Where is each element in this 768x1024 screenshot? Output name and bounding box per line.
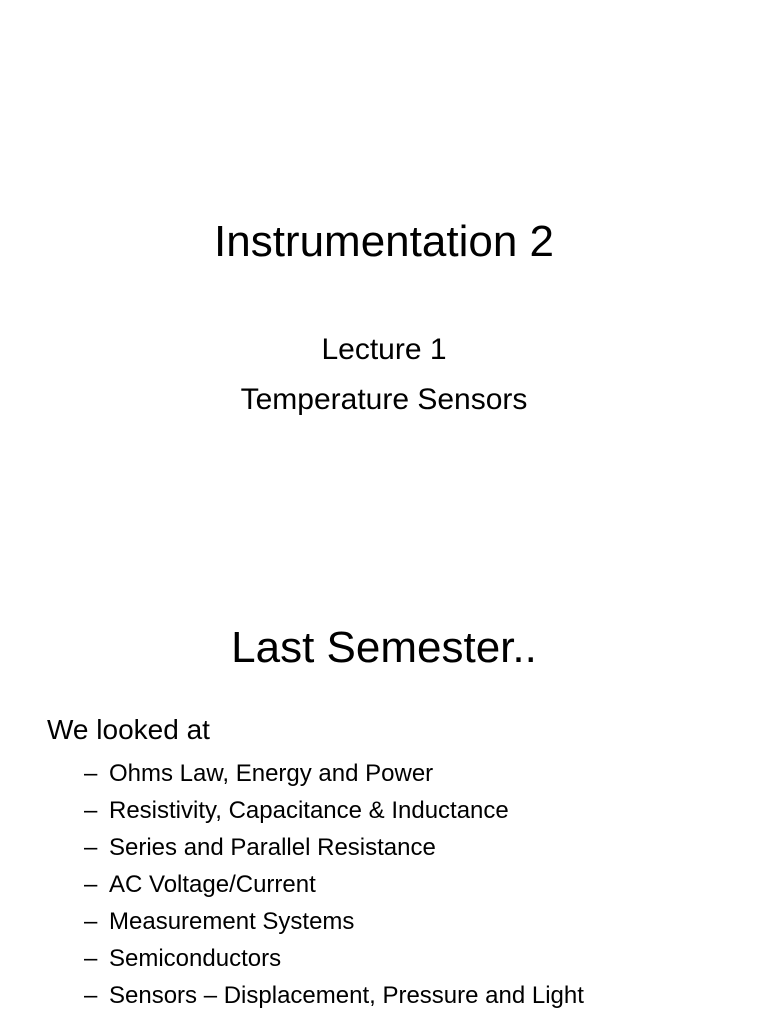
bullet-dash: – — [84, 871, 98, 898]
list-item — [84, 903, 584, 940]
list-item — [84, 977, 584, 1014]
bullet-dash: – — [84, 760, 98, 787]
bullet-dash: – — [84, 982, 98, 1009]
lecture-number: Lecture 1 — [321, 333, 447, 366]
list-item-text: AC Voltage/Current — [109, 871, 316, 898]
list-item — [84, 792, 584, 829]
topic-list — [84, 755, 584, 1014]
content-slide — [0, 576, 768, 1024]
list-item — [84, 940, 584, 977]
list-item-text: Sensors – Displacement, Pressure and Light — [109, 982, 584, 1009]
bullet-dash: – — [84, 834, 98, 861]
slide-title: Instrumentation 2 — [214, 217, 554, 266]
lecture-topic: Temperature Sensors — [240, 383, 528, 416]
slide-title: Last Semester.. — [231, 623, 537, 672]
list-item — [84, 755, 584, 792]
list-item — [84, 866, 584, 903]
bullet-dash: – — [84, 797, 98, 824]
list-item-text: Measurement Systems — [109, 908, 355, 935]
list-item-text: Series and Parallel Resistance — [109, 834, 436, 861]
bullet-dash: – — [84, 945, 98, 972]
bullet-dash: – — [84, 908, 98, 935]
list-item-text: Ohms Law, Energy and Power — [109, 760, 434, 787]
list-item-text: Semiconductors — [109, 945, 282, 972]
intro-text: We looked at — [47, 714, 210, 745]
list-item — [84, 829, 584, 866]
list-item-text: Resistivity, Capacitance & Inductance — [109, 797, 509, 824]
